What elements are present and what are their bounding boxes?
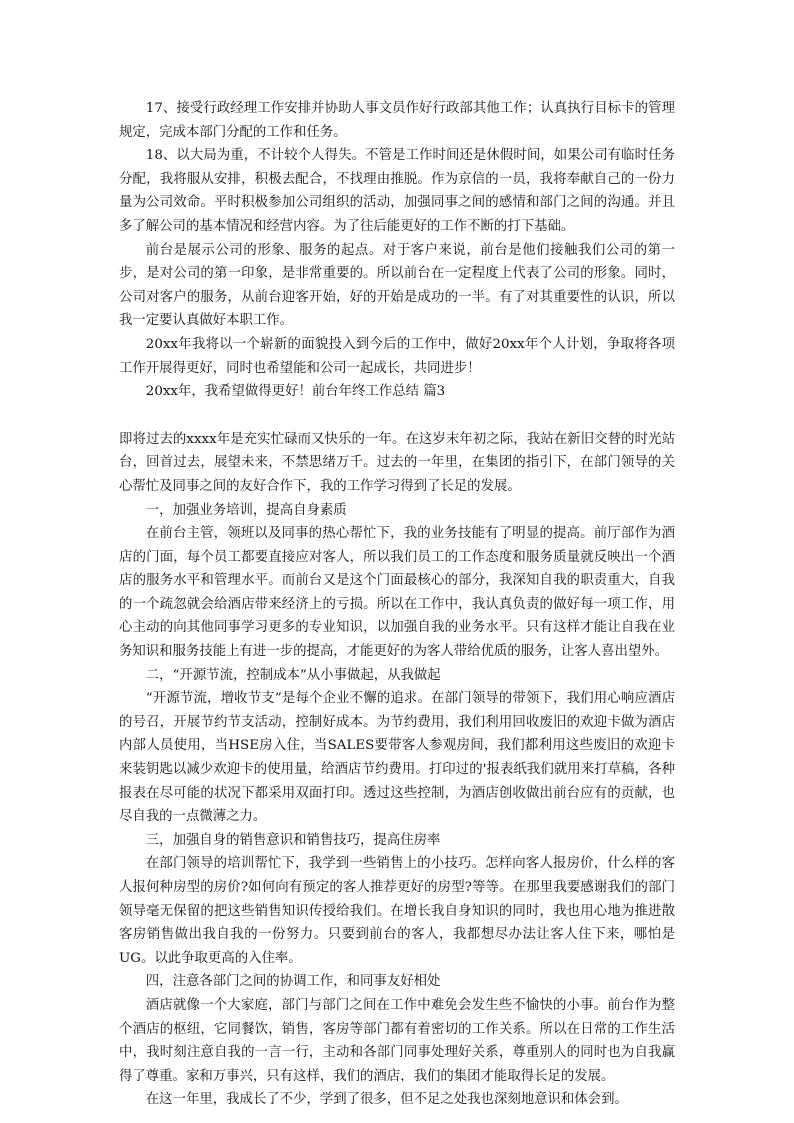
paragraph-coordination: 酒店就像一个大家庭，部门与部门之间在工作中难免会发生些不愉快的小事。前台作为整个酒店的枢纽，它同餐饮，销售，客房等部门都有着密切的工作关系。所以在日常的工作生活中，我时刻注意自我的一言一行，主动和各部门同事处理好关系，尊重别人的同时也为自我赢得了尊重。家和万事兴，只有这样，我们的酒店，我们的集团才能取得长足的发展。 (119, 997, 675, 1084)
heading-coordination: 四，注意各部门之间的协调工作，和同事友好相处 (145, 974, 441, 990)
heading-sales: 三，加强自身的销售意识和销售技巧，提高住房率 (145, 832, 441, 848)
heading-cost-control: 二，“开源节流，控制成本”从小事做起，从我做起 (145, 667, 441, 683)
blank-line (119, 404, 675, 428)
paragraph-sales: 在部门领导的培训帮忙下，我学到一些销售上的小技巧。怎样向客人报房价，什么样的客人报何种房型的房价?如何向有预定的客人推荐更好的房型?等等。在那里我要感谢我们的部门领导毫无保留的把这些销售知识传授给我们。在增长我自身知识的同时，我也用心地为推进散客房销售做出我自我的一份努力。只要到前台的客人，我都想尽办法让客人住下来，哪怕是UG。以此争取更高的入住率。 (119, 856, 675, 966)
paragraph-cost-control: “开源节流，增收节支”是每个企业不懈的追求。在部门领导的带领下，我们用心响应酒店的号召，开展节约节支活动，控制好成本。为节约费用，我们利用回收废旧的欢迎卡做为酒店内部人员使用，当HSE房入住，当SALES要带客人参观房间，我们都利用这些废旧的欢迎卡来装钥匙以减少欢迎卡的使用量，给酒店节约费用。打印过的'报表纸我们就用来打草稿，各种报表在尽可能的状况下都采用双面打印。透过这些控制，为酒店创收做出前台应有的贡献，也尽自我的一点微薄之力。 (119, 691, 675, 825)
paragraph-training: 在前台主管，领班以及同事的热心帮忙下，我的业务技能有了明显的提高。前厅部作为酒店的门面，每个员工都要直接应对客人，所以我们员工的工作态度和服务质量就反映出一个酒店的服务水平和管理水平。而前台又是这个门面最核心的部分，我深知自我的职责重大，自我的一个疏忽就会给酒店带来经济上的亏损。所以在工作中，我认真负责的做好每一项工作，用心主动的向其他同事学习更多的专业知识，以加强自我的业务水平。只有这样才能让自我在业务知识和服务技能上有进一步的提高，才能更好的为客人带给优质的服务，让客人喜出望外。 (119, 526, 675, 660)
paragraph-closing: 在这一年里，我成长了不少，学到了很多，但不足之处我也深刻地意识和体会到。 (145, 1092, 628, 1108)
paragraph-17: 17、接受行政经理工作安排并协助人事文员作好行政部其他工作；认真执行目标卡的管理规定，完成本部门分配的工作和任务。 (119, 101, 675, 140)
document-body (119, 97, 675, 1112)
paragraph-plan: 20xx年我将以一个崭新的面貌投入到今后的工作中，做好20xx年个人计划，争取将各项工作开展得更好，同时也希望能和公司一起成长，共同进步！ (119, 336, 675, 376)
paragraph-18: 18、以大局为重，不计较个人得失。不管是工作时间还是休假时间，如果公司有临时任务分配，我将服从安排，积极去配合，不找理由推脱。作为京信的一员，我将奉献自己的一份力量为公司效命。平时积极参加公司组织的活动，加强同事之间的感情和部门之间的沟通。并且多了解公司的基本情况和经营内容。为了往后能更好的工作不断的打下基础。 (119, 148, 675, 234)
section-heading-part3: 20xx年，我希望做得更好！前台年终工作总结 篇3 (145, 384, 446, 400)
heading-training: 一，加强业务培训，提高自身素质 (145, 502, 347, 518)
paragraph-intro: 即将过去的xxxx年是充实忙碌而又快乐的一年。在这岁末年初之际，我站在新旧交替的时光站台，回首过去，展望未来，不禁思绪万千。过去的一年里，在集团的指引下，在部门领导的关心帮忙及同事之间的友好合作下，我的工作学习得到了长足的发展。 (119, 431, 675, 494)
paragraph-front-desk: 前台是展示公司的形象、服务的起点。对于客户来说，前台是他们接触我们公司的第一步，是对公司的第一印象，是非常重要的。所以前台在一定程度上代表了公司的形象。同时，公司对客户的服务，从前台迎客开始，好的开始是成功的一半。有了对其重要性的认识，所以我一定要认真做好本职工作。 (119, 242, 675, 329)
